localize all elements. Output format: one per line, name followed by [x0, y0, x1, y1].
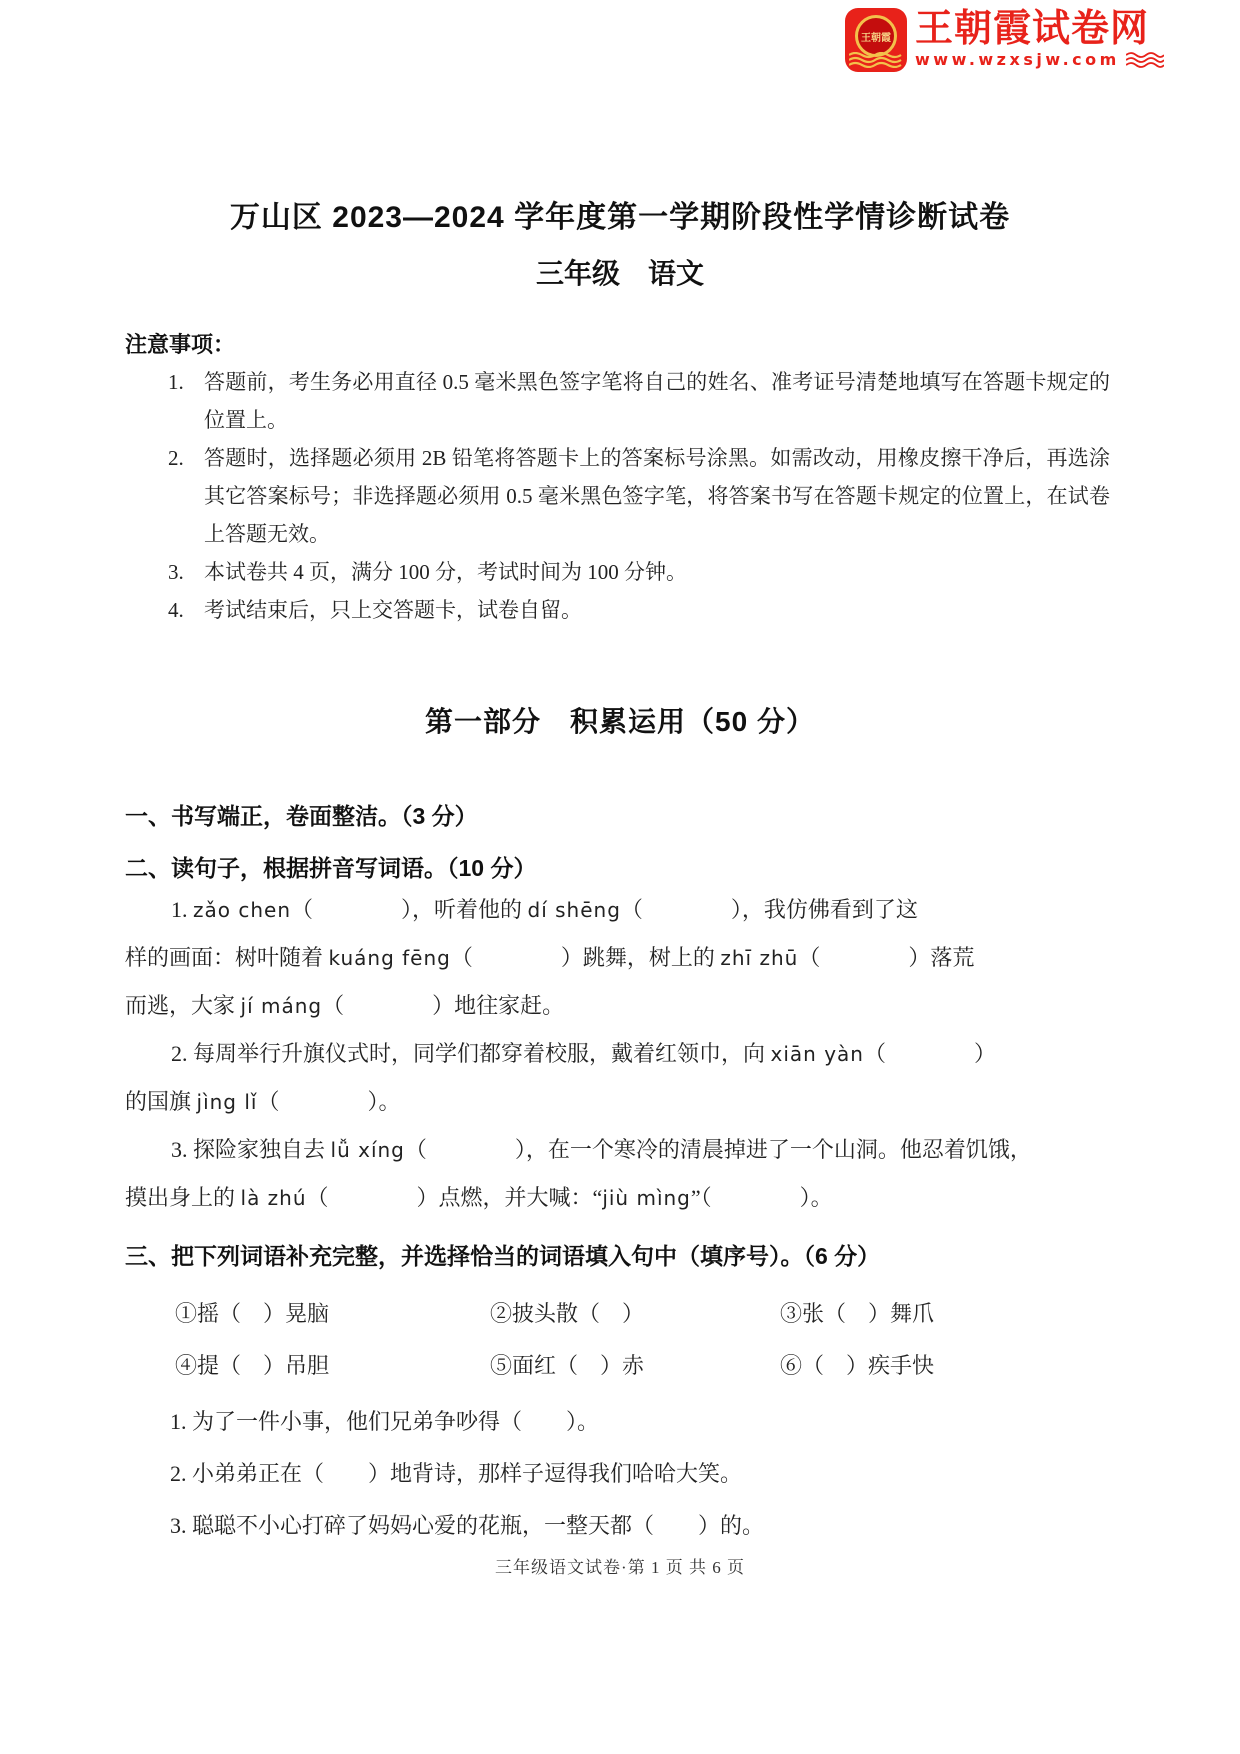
paper-title: 万山区 2023—2024 学年度第一学期阶段性学情诊断试卷: [229, 201, 1011, 234]
notice-text: 答题前，考生务必用直径 0.5 毫米黑色签字笔将自己的姓名、准考证号清楚地填写在答题卡规定的位置上。: [204, 370, 1110, 432]
notice-item: [168, 591, 1110, 629]
brand-site-url: www.wzxsjw.com: [915, 50, 1120, 69]
brand-icon-waves-icon: [849, 52, 903, 68]
fill-sentence-list: [170, 1396, 1120, 1552]
pinyin-line: 的国旗 jìng lǐ（ ）。: [125, 1089, 401, 1114]
fill-sentence: 2. 小弟弟正在（ ）地背诗，那样子逗得我们哈哈大笑。: [170, 1461, 743, 1486]
brand-waves-icon: [1126, 51, 1164, 69]
question-2-heading: 二、读句子，根据拼音写词语。（10 分）: [125, 855, 537, 881]
pinyin-line: 而逃，大家 jí máng（ ）地往家赶。: [125, 993, 565, 1018]
notice-text: 答题时，选择题必须用 2B 铅笔将答题卡上的答案标号涂黑。如需改动，用橡皮擦干净后，再选涂其它答案标号；非选择题必须用 0.5 毫米黑色签字笔，将答案书写在答题卡规定的位置上，在试卷上答题无效。: [204, 446, 1110, 546]
paper-subtitle: 三年级 语文: [535, 258, 704, 289]
fill-sentence: 3. 聪聪不小心打碎了妈妈心爱的花瓶，一整天都（ ）的。: [170, 1513, 765, 1538]
notice-item: [168, 363, 1110, 439]
pinyin-line: 1. zǎo chen（ ），听着他的 dí shēng（ ），我仿佛看到了这: [171, 897, 918, 922]
idiom-completion-grid: [175, 1288, 1125, 1392]
brand-emblem-icon: [855, 15, 897, 57]
idiom-item: ⑤面红（ ）赤: [490, 1353, 645, 1378]
fill-sentence: 1. 为了一件小事，他们兄弟争吵得（ ）。: [170, 1409, 600, 1434]
part1-heading: 第一部分 积累运用（50 分）: [425, 706, 815, 737]
question-1-heading: 一、书写端正，卷面整洁。（3 分）: [125, 803, 478, 829]
idiom-item: ④提（ ）吊胆: [175, 1353, 330, 1378]
brand-url-row: [915, 50, 1164, 69]
brand-site-name: 王朝霞试卷网: [915, 8, 1150, 50]
idiom-item: ⑥（ ）疾手快: [780, 1353, 935, 1378]
notices-list: [168, 363, 1110, 629]
brand-emblem-text: 王朝霞: [861, 32, 891, 44]
brand-logo-icon: [845, 8, 907, 72]
idiom-item: ①摇（ ）晃脑: [175, 1301, 330, 1326]
pinyin-line: 样的画面：树叶随着 kuáng fēng（ ）跳舞，树上的 zhī zhū（ ）落荒: [125, 945, 975, 970]
notice-item: [168, 439, 1110, 553]
brand-logo: [845, 8, 1164, 72]
notice-text: 考试结束后，只上交答题卡，试卷自留。: [204, 598, 582, 622]
notice-number: 4.: [168, 598, 184, 622]
notice-text: 本试卷共 4 页，满分 100 分，考试时间为 100 分钟。: [204, 560, 687, 584]
pinyin-line: 2. 每周举行升旗仪式时，同学们都穿着校服，戴着红领巾，向 xiān yàn（ ）: [171, 1041, 996, 1066]
brand-text-block: [915, 8, 1164, 69]
notice-number: 3.: [168, 560, 184, 584]
pinyin-line: 3. 探险家独自去 lǚ xíng（ ），在一个寒冷的清晨掉进了一个山洞。他忍着饥饿，: [171, 1137, 1032, 1162]
notice-number: 1.: [168, 370, 184, 394]
pinyin-exercise-block: [125, 886, 1113, 1222]
idiom-item: ②披头散（ ）: [490, 1301, 645, 1326]
idiom-item: ③张（ ）舞爪: [780, 1301, 935, 1326]
notice-number: 2.: [168, 446, 184, 470]
page-footer: 三年级语文试卷·第 1 页 共 6 页: [495, 1558, 745, 1577]
notices-heading: 注意事项：: [125, 332, 236, 357]
question-3-heading: 三、把下列词语补充完整，并选择恰当的词语填入句中（填序号）。（6 分）: [125, 1243, 881, 1269]
pinyin-line: 摸出身上的 là zhú（ ）点燃，并大喊：“jiù mìng”（ ）。: [125, 1185, 833, 1210]
notice-item: [168, 553, 1110, 591]
